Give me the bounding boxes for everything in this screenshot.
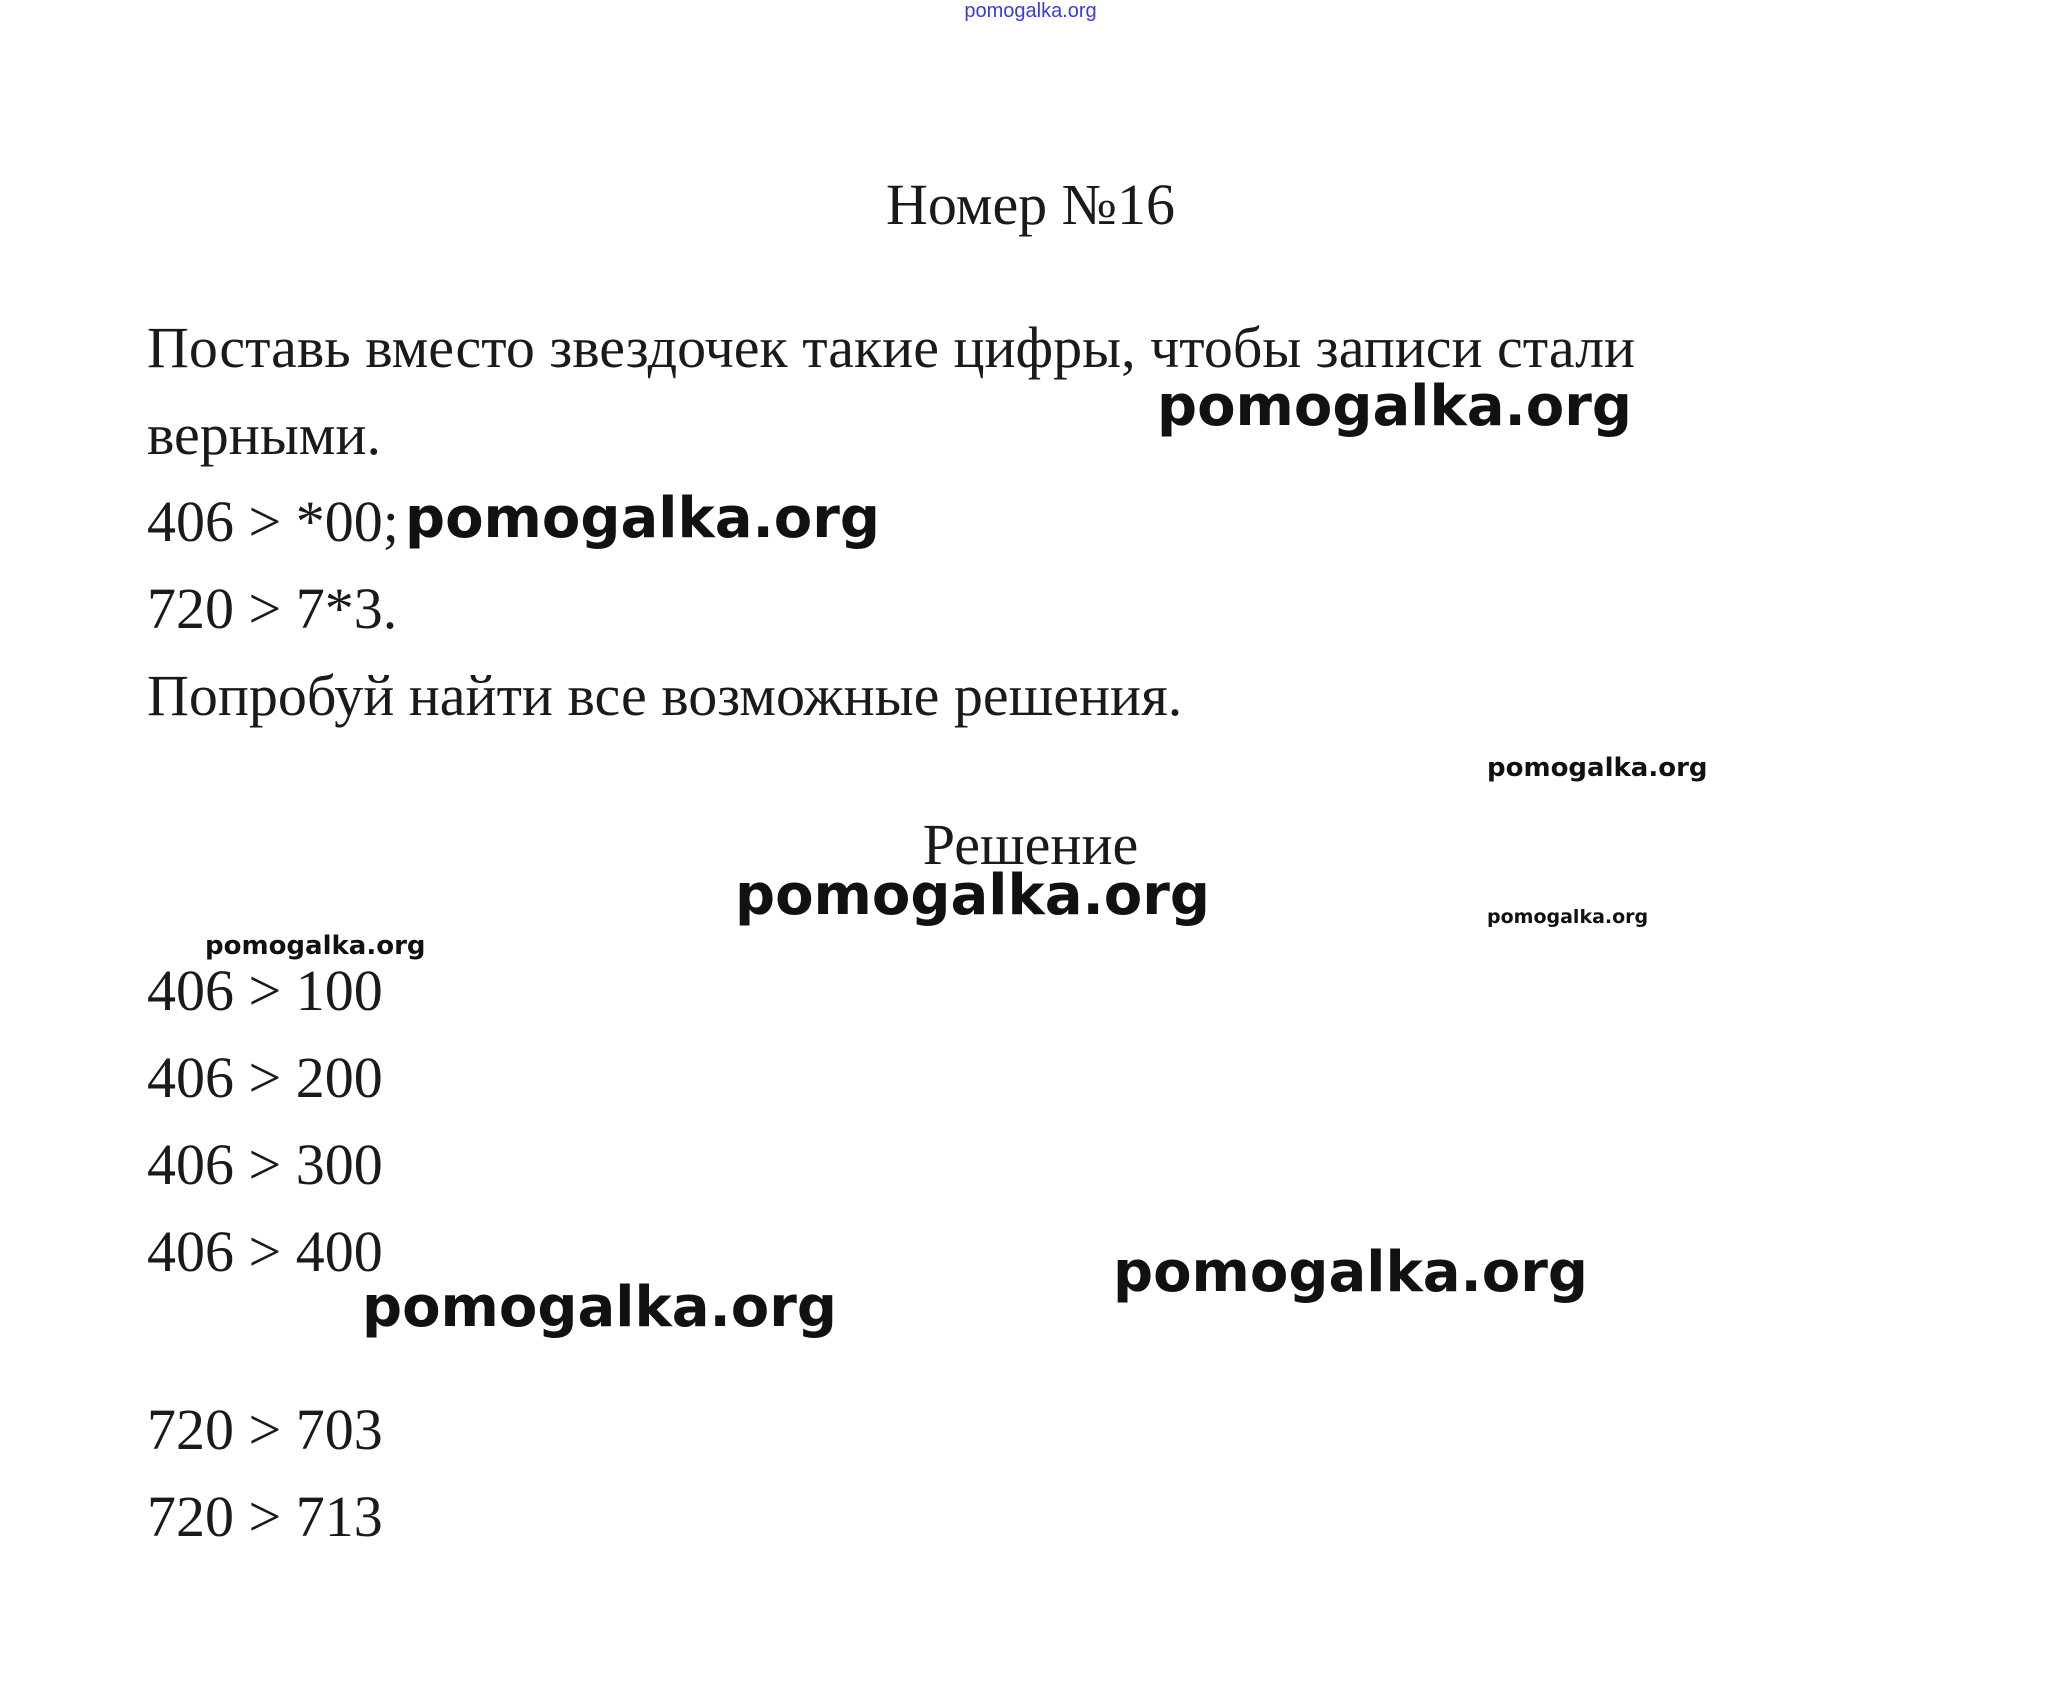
solution-title: Решение xyxy=(922,812,1139,877)
watermark: pomogalka.org xyxy=(1157,374,1632,439)
solution-line: 406 > 400 xyxy=(147,1219,383,1284)
solution-line: 406 > 200 xyxy=(147,1045,383,1110)
task-line-1: Поставь вместо звездочек такие цифры, чтобы записи стали xyxy=(147,315,1636,380)
watermark: pomogalka.org xyxy=(735,863,1210,928)
page-title: Номер №16 xyxy=(885,172,1176,237)
task-line-2: верными. xyxy=(147,402,382,467)
watermark: pomogalka.org xyxy=(205,931,426,961)
solution-line: 720 > 703 xyxy=(147,1397,383,1462)
watermark: pomogalka.org xyxy=(1487,906,1649,928)
watermark: pomogalka.org xyxy=(405,486,880,551)
header-watermark-link[interactable]: pomogalka.org xyxy=(964,0,1097,22)
watermark: pomogalka.org xyxy=(1487,753,1708,783)
solution-line: 720 > 713 xyxy=(147,1484,383,1549)
watermark: pomogalka.org xyxy=(362,1275,837,1340)
solution-line: 406 > 100 xyxy=(147,958,383,1023)
solution-line: 406 > 300 xyxy=(147,1132,383,1197)
task-expression-2: 720 > 7*3. xyxy=(147,576,398,641)
task-line-3: Попробуй найти все возможные решения. xyxy=(147,663,1183,728)
task-expression-1: 406 > *00; xyxy=(147,489,399,554)
watermark: pomogalka.org xyxy=(1113,1240,1588,1305)
